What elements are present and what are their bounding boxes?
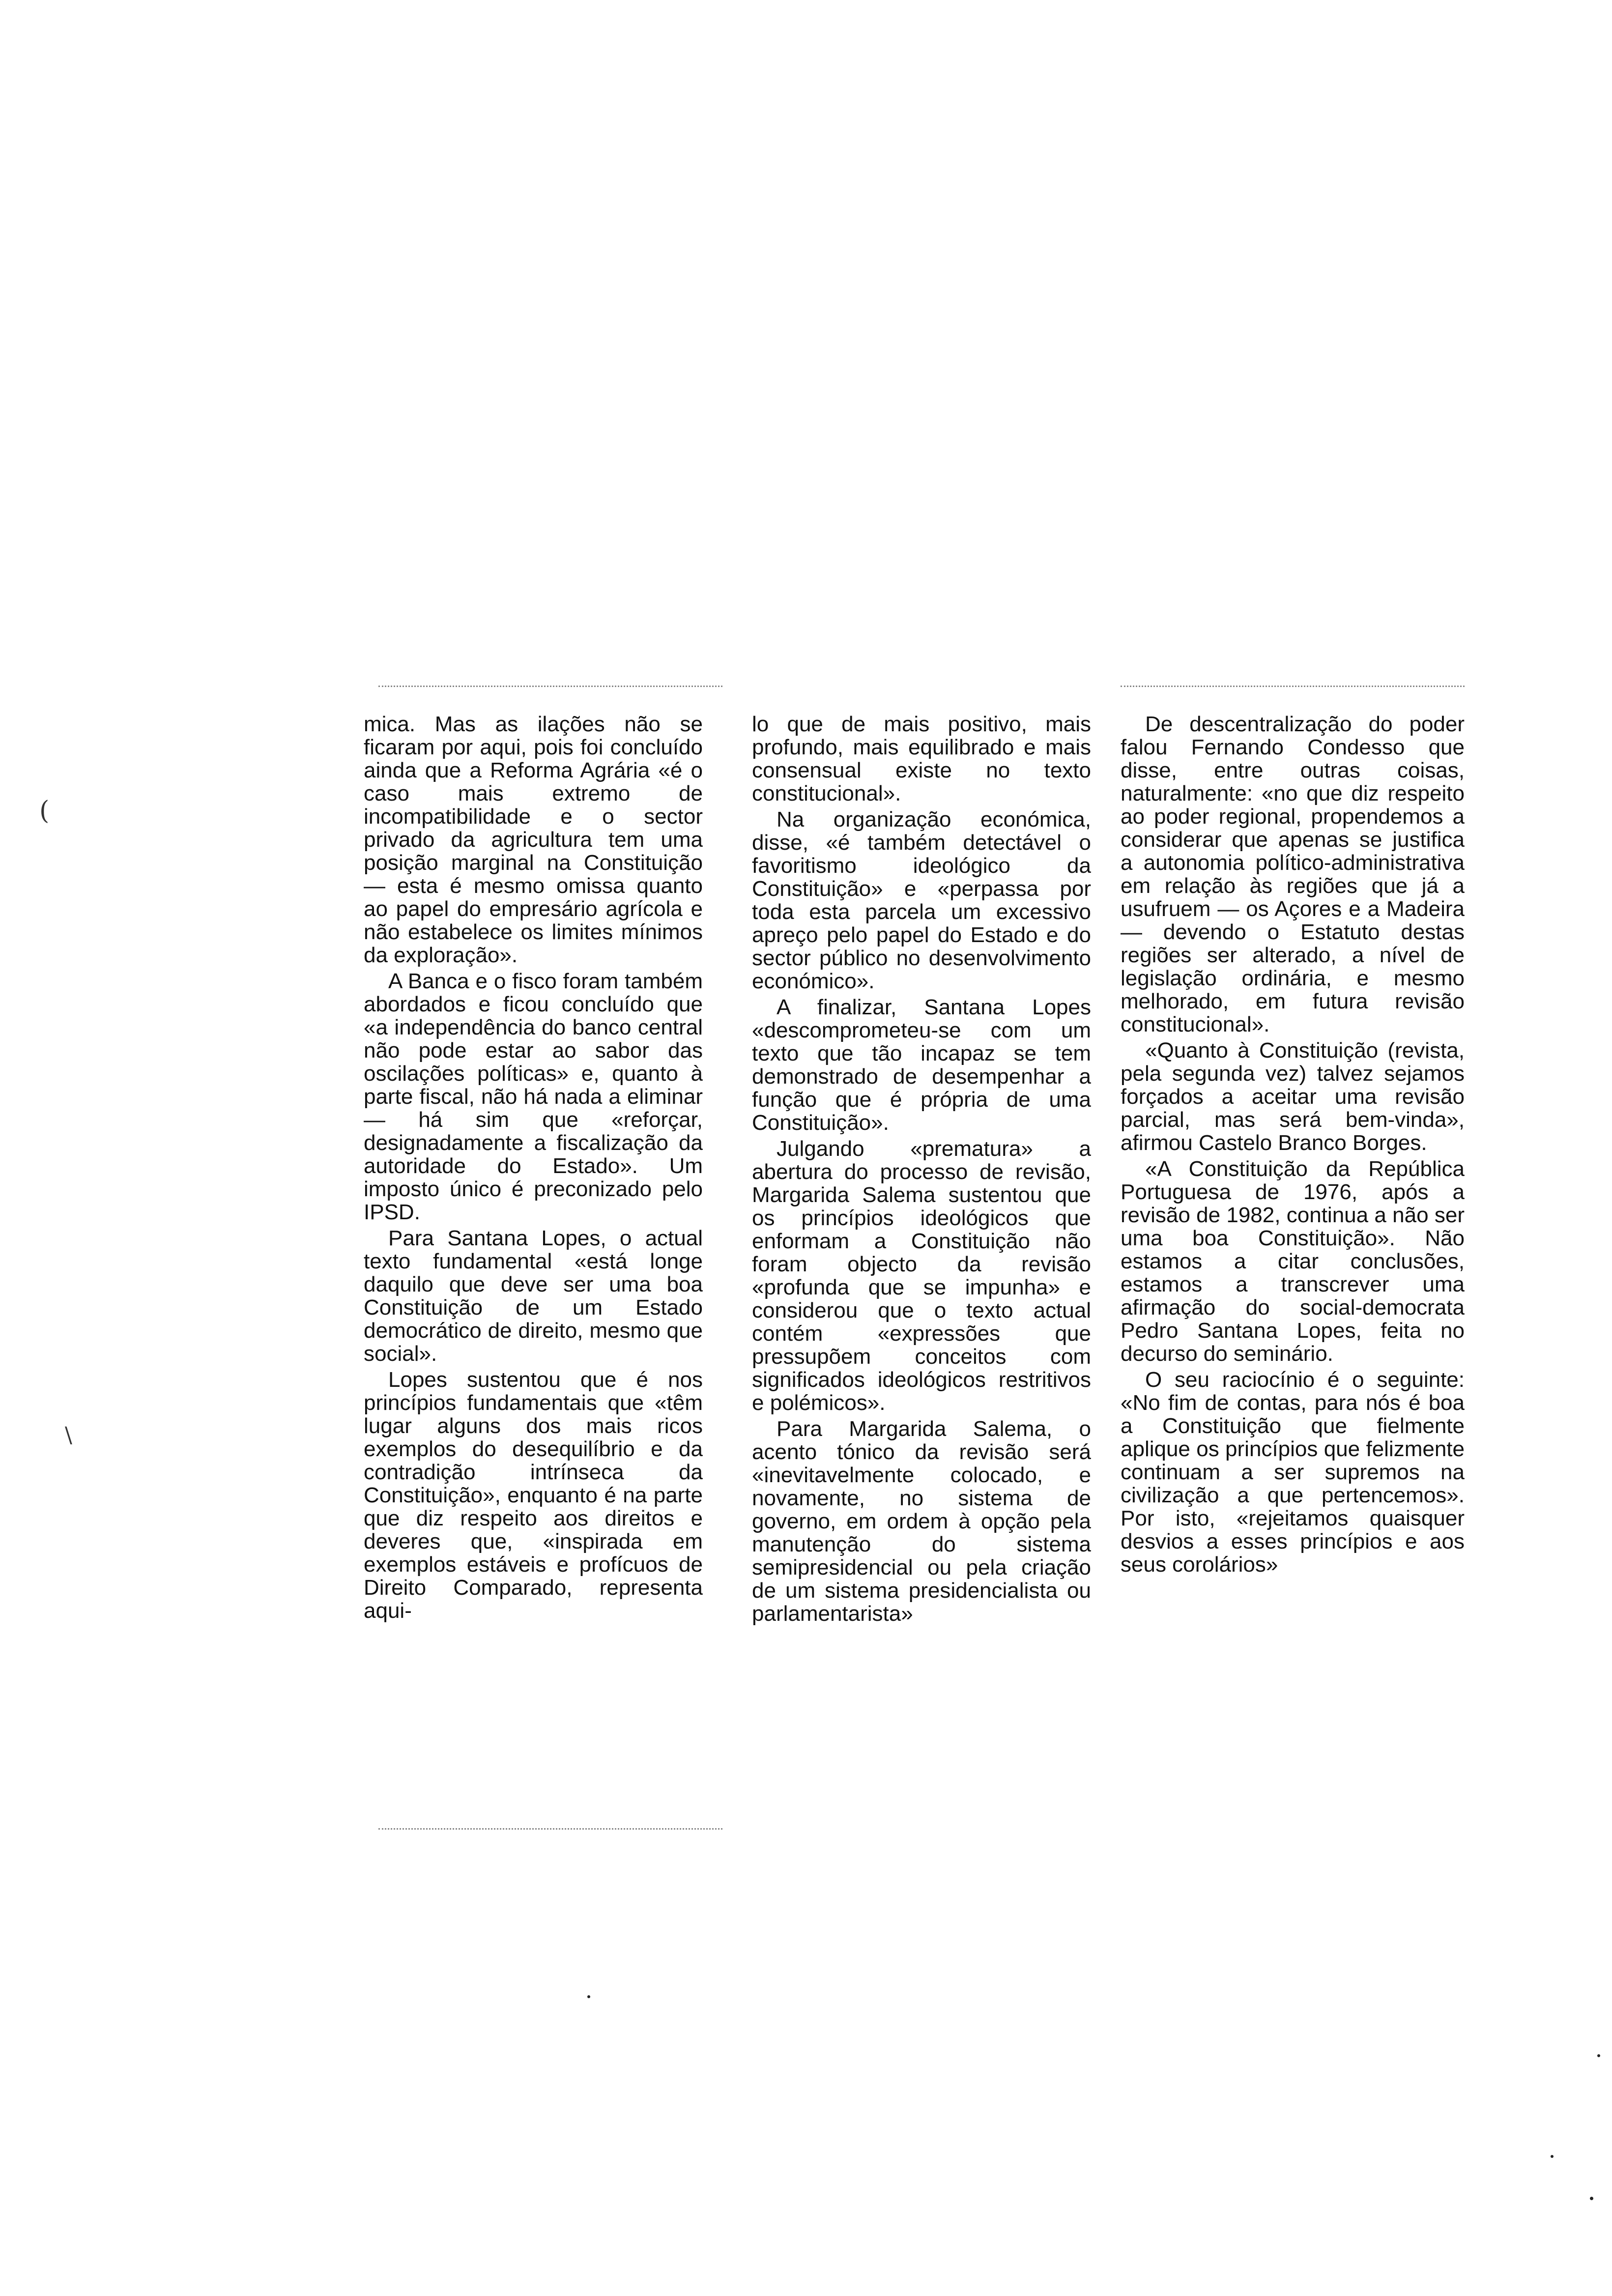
scan-speck bbox=[587, 1995, 590, 1998]
paragraph: O seu raciocínio é o seguinte: «No fim de contas, para nós é boa a Constituição que fielmente aplique os princípios que felizmente continuam a ser supremos na civilização a que pertencemos». Por isto, «rejeitamos quaisquer desvios a esses princípios e aos seus corolários» bbox=[1121, 1368, 1465, 1577]
article-column-3 bbox=[1121, 713, 1465, 1579]
scan-dotted-line bbox=[378, 1828, 722, 1832]
scan-speck bbox=[1597, 2054, 1600, 2057]
paragraph: mica. Mas as ilações não se ficaram por aqui, pois foi concluído ainda que a Reforma Agrária «é o caso mais extremo de incompatibilidade e o sector privado da agricultura tem uma posição marginal na Constituição — esta é mesmo omissa quanto ao papel do empresário agrícola e não estabelece os limites mínimos da exploração». bbox=[364, 712, 703, 967]
paragraph: A Banca e o fisco foram também abordados e ficou concluído que «a independência do banco central não pode estar ao sabor das oscilações políticas» e, quanto à parte fiscal, não há nada a eliminar — há sim que «reforçar, designadamente a fiscalização da autoridade do Estado». Um imposto único é preconizado pelo IPSD. bbox=[364, 969, 703, 1224]
paragraph: Lopes sustentou que é nos princípios fundamentais que «têm lugar alguns dos mais ricos exemplos do desequilíbrio e da contradição intrínseca da Constituição», enquanto é na parte que diz respeito aos direitos e deveres que, «inspirada em exemplos estáveis e profícuos de Direito Comparado, representa aqui- bbox=[364, 1368, 703, 1623]
scan-speck bbox=[1551, 2155, 1554, 2158]
paragraph: «Quanto à Constituição (revista, pela segunda vez) talvez sejamos forçados a aceitar uma revisão parcial, mas será bem-vinda», afirmou Castelo Branco Borges. bbox=[1121, 1038, 1465, 1155]
scan-mark-paren: ( bbox=[39, 796, 50, 826]
paragraph: De descentralização do poder falou Fernando Condesso que disse, entre outras coisas, naturalmente: «no que diz respeito ao poder regional, propendemos a considerar que apenas se justifica a autonomia político-administrativa em relação às regiões que já a usufruem — os Açores e a Madeira — devendo o Estatuto destas regiões ser alterado, a nível de legislação ordinária, e mesmo melhorado, em futura revisão constitucional». bbox=[1121, 712, 1465, 1036]
article-column-1 bbox=[364, 713, 703, 1625]
paragraph: Para Santana Lopes, o actual texto fundamental «está longe daquilo que deve ser uma boa Constituição de um Estado democrático de direito, mesmo que social». bbox=[364, 1226, 703, 1366]
paragraph: Para Margarida Salema, o acento tónico da revisão será «inevitavelmente colocado, e novamente, no sistema de governo, em ordem à opção pela manutenção do sistema semipresidencial ou pela criação de um sistema presidencialista ou parlamentarista» bbox=[752, 1417, 1091, 1626]
scan-mark-tick: \ bbox=[65, 1423, 72, 1448]
paragraph: Julgando «prematura» a abertura do processo de revisão, Margarida Salema sustentou que os princípios ideológicos que enformam a Constituição não foram objecto da revisão «profunda que se impunha» e considerou que o texto actual contém «expressões que pressupõem conceitos com significados ideológicos restritivos e polémicos». bbox=[752, 1137, 1091, 1415]
paragraph: lo que de mais positivo, mais profundo, mais equilibrado e mais consensual existe no texto constitucional». bbox=[752, 712, 1091, 805]
article-column-2 bbox=[752, 713, 1091, 1628]
newspaper-clipping bbox=[364, 713, 1484, 1823]
paragraph: Na organização económica, disse, «é também detectável o favoritismo ideológico da Constituição» e «perpassa por toda esta parcela um excessivo apreço pelo papel do Estado e do sector público no desenvolvimento económico». bbox=[752, 807, 1091, 993]
paragraph: A finalizar, Santana Lopes «descomprometeu-se com um texto que tão incapaz se tem demonstrado de desempenhar a função que é própria de uma Constituição». bbox=[752, 995, 1091, 1135]
scan-dotted-line bbox=[1121, 686, 1465, 689]
scan-dotted-line bbox=[378, 686, 722, 689]
scan-speck bbox=[1590, 2197, 1593, 2200]
paragraph: «A Constituição da República Portuguesa de 1976, após a revisão de 1982, continua a não ser uma boa Constituição». Não estamos a citar conclusões, estamos a transcrever uma afirmação do social-democrata Pedro Santana Lopes, feita no decurso do seminário. bbox=[1121, 1157, 1465, 1366]
